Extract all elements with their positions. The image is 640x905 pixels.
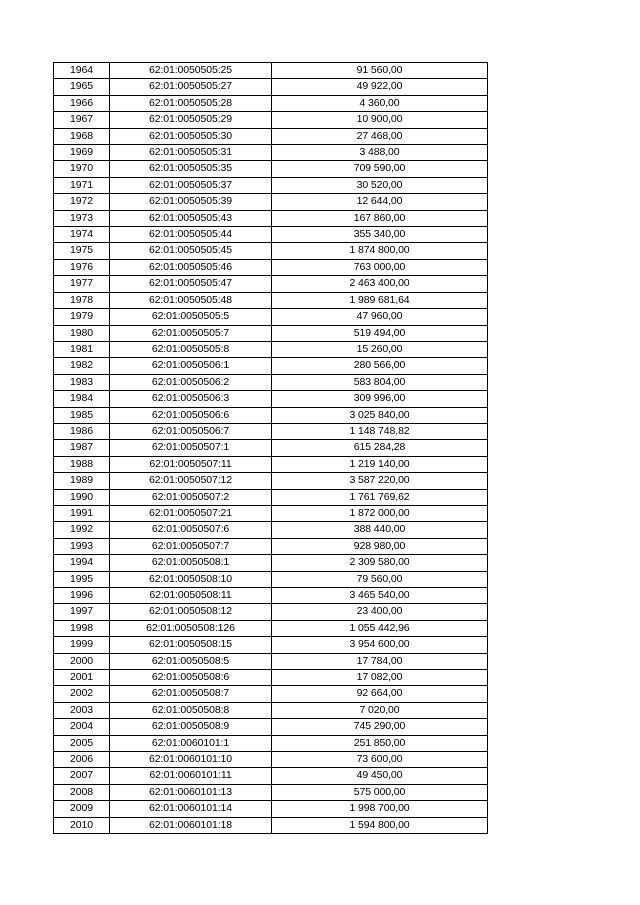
cadastral-number-cell: 62:01:0050508:6 — [110, 670, 272, 686]
row-number-cell: 1981 — [54, 341, 110, 357]
cadastral-value-cell: 49 450,00 — [272, 768, 488, 784]
table-body — [54, 63, 488, 834]
cadastral-value-cell: 23 400,00 — [272, 604, 488, 620]
cadastral-number-cell: 62:01:0050506:3 — [110, 391, 272, 407]
cadastral-value-cell: 251 850,00 — [272, 735, 488, 751]
row-number-cell: 2010 — [54, 817, 110, 833]
cadastral-value-cell: 27 468,00 — [272, 128, 488, 144]
cadastral-value-cell: 17 082,00 — [272, 670, 488, 686]
cadastral-value-cell: 1 874 800,00 — [272, 243, 488, 259]
cadastral-value-cell: 1 872 000,00 — [272, 505, 488, 521]
table-row — [54, 194, 488, 210]
row-number-cell: 1995 — [54, 571, 110, 587]
row-number-cell: 1979 — [54, 309, 110, 325]
row-number-cell: 1974 — [54, 227, 110, 243]
table-row — [54, 112, 488, 128]
table-row — [54, 752, 488, 768]
row-number-cell: 1998 — [54, 620, 110, 636]
cadastral-number-cell: 62:01:0050508:5 — [110, 653, 272, 669]
cadastral-number-cell: 62:01:0050505:35 — [110, 161, 272, 177]
table-row — [54, 63, 488, 79]
cadastral-number-cell: 62:01:0050505:43 — [110, 210, 272, 226]
row-number-cell: 1978 — [54, 292, 110, 308]
table-row — [54, 210, 488, 226]
cadastral-value-cell: 3 587 220,00 — [272, 473, 488, 489]
row-number-cell: 2001 — [54, 670, 110, 686]
cadastral-value-cell: 7 020,00 — [272, 702, 488, 718]
cadastral-number-cell: 62:01:0050508:8 — [110, 702, 272, 718]
cadastral-value-cell: 79 560,00 — [272, 571, 488, 587]
table-row — [54, 341, 488, 357]
cadastral-number-cell: 62:01:0050508:11 — [110, 588, 272, 604]
cadastral-value-cell: 3 025 840,00 — [272, 407, 488, 423]
row-number-cell: 1969 — [54, 145, 110, 161]
cadastral-value-cell: 47 960,00 — [272, 309, 488, 325]
cadastral-value-cell: 763 000,00 — [272, 259, 488, 275]
cadastral-value-cell: 15 260,00 — [272, 341, 488, 357]
cadastral-number-cell: 62:01:0050508:12 — [110, 604, 272, 620]
cadastral-value-cell: 3 465 540,00 — [272, 588, 488, 604]
row-number-cell: 2007 — [54, 768, 110, 784]
cadastral-number-cell: 62:01:0060101:10 — [110, 752, 272, 768]
cadastral-number-cell: 62:01:0050507:1 — [110, 440, 272, 456]
cadastral-value-cell: 73 600,00 — [272, 752, 488, 768]
cadastral-value-cell: 280 566,00 — [272, 358, 488, 374]
row-number-cell: 2004 — [54, 719, 110, 735]
table-row — [54, 670, 488, 686]
table-row — [54, 784, 488, 800]
cadastral-number-cell: 62:01:0050507:2 — [110, 489, 272, 505]
row-number-cell: 1991 — [54, 505, 110, 521]
cadastral-value-cell: 91 560,00 — [272, 63, 488, 79]
cadastral-number-cell: 62:01:0050505:37 — [110, 177, 272, 193]
cadastral-number-cell: 62:01:0050508:10 — [110, 571, 272, 587]
cadastral-number-cell: 62:01:0050505:46 — [110, 259, 272, 275]
cadastral-value-cell: 615 284,28 — [272, 440, 488, 456]
table-row — [54, 719, 488, 735]
table-row — [54, 456, 488, 472]
table-row — [54, 440, 488, 456]
row-number-cell: 1990 — [54, 489, 110, 505]
row-number-cell: 2009 — [54, 801, 110, 817]
table-row — [54, 374, 488, 390]
cadastral-number-cell: 62:01:0050508:7 — [110, 686, 272, 702]
cadastral-number-cell: 62:01:0050505:25 — [110, 63, 272, 79]
row-number-cell: 1989 — [54, 473, 110, 489]
table-row — [54, 653, 488, 669]
cadastral-value-cell: 10 900,00 — [272, 112, 488, 128]
row-number-cell: 1993 — [54, 538, 110, 554]
cadastral-value-cell: 928 980,00 — [272, 538, 488, 554]
table-row — [54, 505, 488, 521]
cadastral-number-cell: 62:01:0050505:27 — [110, 79, 272, 95]
table-row — [54, 473, 488, 489]
table-row — [54, 817, 488, 833]
table-row — [54, 522, 488, 538]
table-row — [54, 243, 488, 259]
row-number-cell: 2005 — [54, 735, 110, 751]
row-number-cell: 1977 — [54, 276, 110, 292]
table-row — [54, 702, 488, 718]
row-number-cell: 1970 — [54, 161, 110, 177]
row-number-cell: 1984 — [54, 391, 110, 407]
cadastral-value-cell: 1 761 769,62 — [272, 489, 488, 505]
cadastral-value-cell: 3 488,00 — [272, 145, 488, 161]
table-row — [54, 620, 488, 636]
cadastral-number-cell: 62:01:0050506:1 — [110, 358, 272, 374]
cadastral-number-cell: 62:01:0050505:44 — [110, 227, 272, 243]
cadastral-number-cell: 62:01:0050506:6 — [110, 407, 272, 423]
row-number-cell: 2003 — [54, 702, 110, 718]
cadastral-number-cell: 62:01:0050507:21 — [110, 505, 272, 521]
cadastral-value-cell: 17 784,00 — [272, 653, 488, 669]
table-row — [54, 292, 488, 308]
table-row — [54, 637, 488, 653]
row-number-cell: 2008 — [54, 784, 110, 800]
cadastral-number-cell: 62:01:0060101:14 — [110, 801, 272, 817]
cadastral-number-cell: 62:01:0050508:9 — [110, 719, 272, 735]
cadastral-number-cell: 62:01:0050507:6 — [110, 522, 272, 538]
cadastral-number-cell: 62:01:0050505:48 — [110, 292, 272, 308]
cadastral-number-cell: 62:01:0050508:1 — [110, 555, 272, 571]
cadastral-value-cell: 745 290,00 — [272, 719, 488, 735]
row-number-cell: 1980 — [54, 325, 110, 341]
row-number-cell: 1968 — [54, 128, 110, 144]
cadastral-number-cell: 62:01:0050508:15 — [110, 637, 272, 653]
row-number-cell: 1973 — [54, 210, 110, 226]
cadastral-value-cell: 1 998 700,00 — [272, 801, 488, 817]
table-row — [54, 325, 488, 341]
table-row — [54, 423, 488, 439]
table-row — [54, 358, 488, 374]
cadastral-value-table — [53, 62, 488, 834]
table-row — [54, 259, 488, 275]
table-row — [54, 735, 488, 751]
cadastral-value-cell: 309 996,00 — [272, 391, 488, 407]
cadastral-value-cell: 167 860,00 — [272, 210, 488, 226]
cadastral-number-cell: 62:01:0050505:45 — [110, 243, 272, 259]
cadastral-value-cell: 2 309 580,00 — [272, 555, 488, 571]
table-row — [54, 276, 488, 292]
table-row — [54, 128, 488, 144]
table-row — [54, 555, 488, 571]
table-row — [54, 227, 488, 243]
row-number-cell: 1965 — [54, 79, 110, 95]
row-number-cell: 1982 — [54, 358, 110, 374]
cadastral-number-cell: 62:01:0060101:13 — [110, 784, 272, 800]
row-number-cell: 2002 — [54, 686, 110, 702]
cadastral-number-cell: 62:01:0050507:7 — [110, 538, 272, 554]
cadastral-value-cell: 1 989 681,64 — [272, 292, 488, 308]
row-number-cell: 1975 — [54, 243, 110, 259]
row-number-cell: 1967 — [54, 112, 110, 128]
row-number-cell: 1994 — [54, 555, 110, 571]
row-number-cell: 1966 — [54, 95, 110, 111]
cadastral-value-cell: 583 804,00 — [272, 374, 488, 390]
cadastral-value-cell: 1 148 748,82 — [272, 423, 488, 439]
row-number-cell: 1999 — [54, 637, 110, 653]
table-row — [54, 177, 488, 193]
row-number-cell: 1985 — [54, 407, 110, 423]
row-number-cell: 2006 — [54, 752, 110, 768]
cadastral-value-cell: 3 954 600,00 — [272, 637, 488, 653]
cadastral-number-cell: 62:01:0060101:1 — [110, 735, 272, 751]
cadastral-number-cell: 62:01:0050505:31 — [110, 145, 272, 161]
cadastral-number-cell: 62:01:0050506:2 — [110, 374, 272, 390]
table-row — [54, 309, 488, 325]
row-number-cell: 1983 — [54, 374, 110, 390]
table-row — [54, 801, 488, 817]
cadastral-value-cell: 355 340,00 — [272, 227, 488, 243]
cadastral-value-cell: 709 590,00 — [272, 161, 488, 177]
table-row — [54, 571, 488, 587]
cadastral-value-cell: 30 520,00 — [272, 177, 488, 193]
cadastral-number-cell: 62:01:0050506:7 — [110, 423, 272, 439]
cadastral-number-cell: 62:01:0050505:5 — [110, 309, 272, 325]
table-row — [54, 407, 488, 423]
row-number-cell: 1992 — [54, 522, 110, 538]
row-number-cell: 1986 — [54, 423, 110, 439]
row-number-cell: 1997 — [54, 604, 110, 620]
row-number-cell: 1996 — [54, 588, 110, 604]
cadastral-value-cell: 92 664,00 — [272, 686, 488, 702]
table-row — [54, 604, 488, 620]
table-row — [54, 95, 488, 111]
cadastral-value-cell: 2 463 400,00 — [272, 276, 488, 292]
cadastral-value-cell: 49 922,00 — [272, 79, 488, 95]
table-row — [54, 145, 488, 161]
table-row — [54, 161, 488, 177]
cadastral-number-cell: 62:01:0050507:12 — [110, 473, 272, 489]
cadastral-value-cell: 519 494,00 — [272, 325, 488, 341]
table-row — [54, 391, 488, 407]
table-row — [54, 489, 488, 505]
cadastral-number-cell: 62:01:0050505:39 — [110, 194, 272, 210]
cadastral-number-cell: 62:01:0050505:30 — [110, 128, 272, 144]
cadastral-value-cell: 1 219 140,00 — [272, 456, 488, 472]
cadastral-number-cell: 62:01:0060101:18 — [110, 817, 272, 833]
cadastral-value-cell: 388 440,00 — [272, 522, 488, 538]
row-number-cell: 1987 — [54, 440, 110, 456]
cadastral-number-cell: 62:01:0050505:7 — [110, 325, 272, 341]
row-number-cell: 2000 — [54, 653, 110, 669]
row-number-cell: 1976 — [54, 259, 110, 275]
cadastral-number-cell: 62:01:0050508:126 — [110, 620, 272, 636]
table-row — [54, 79, 488, 95]
cadastral-number-cell: 62:01:0050505:8 — [110, 341, 272, 357]
row-number-cell: 1972 — [54, 194, 110, 210]
cadastral-value-cell: 12 644,00 — [272, 194, 488, 210]
cadastral-number-cell: 62:01:0050505:29 — [110, 112, 272, 128]
cadastral-number-cell: 62:01:0050507:11 — [110, 456, 272, 472]
table-row — [54, 768, 488, 784]
table-row — [54, 588, 488, 604]
cadastral-number-cell: 62:01:0050505:28 — [110, 95, 272, 111]
table-row — [54, 686, 488, 702]
row-number-cell: 1988 — [54, 456, 110, 472]
cadastral-number-cell: 62:01:0050505:47 — [110, 276, 272, 292]
cadastral-value-cell: 1 594 800,00 — [272, 817, 488, 833]
cadastral-number-cell: 62:01:0060101:11 — [110, 768, 272, 784]
row-number-cell: 1971 — [54, 177, 110, 193]
cadastral-value-cell: 575 000,00 — [272, 784, 488, 800]
cadastral-value-cell: 4 360,00 — [272, 95, 488, 111]
table-row — [54, 538, 488, 554]
cadastral-value-cell: 1 055 442,96 — [272, 620, 488, 636]
row-number-cell: 1964 — [54, 63, 110, 79]
